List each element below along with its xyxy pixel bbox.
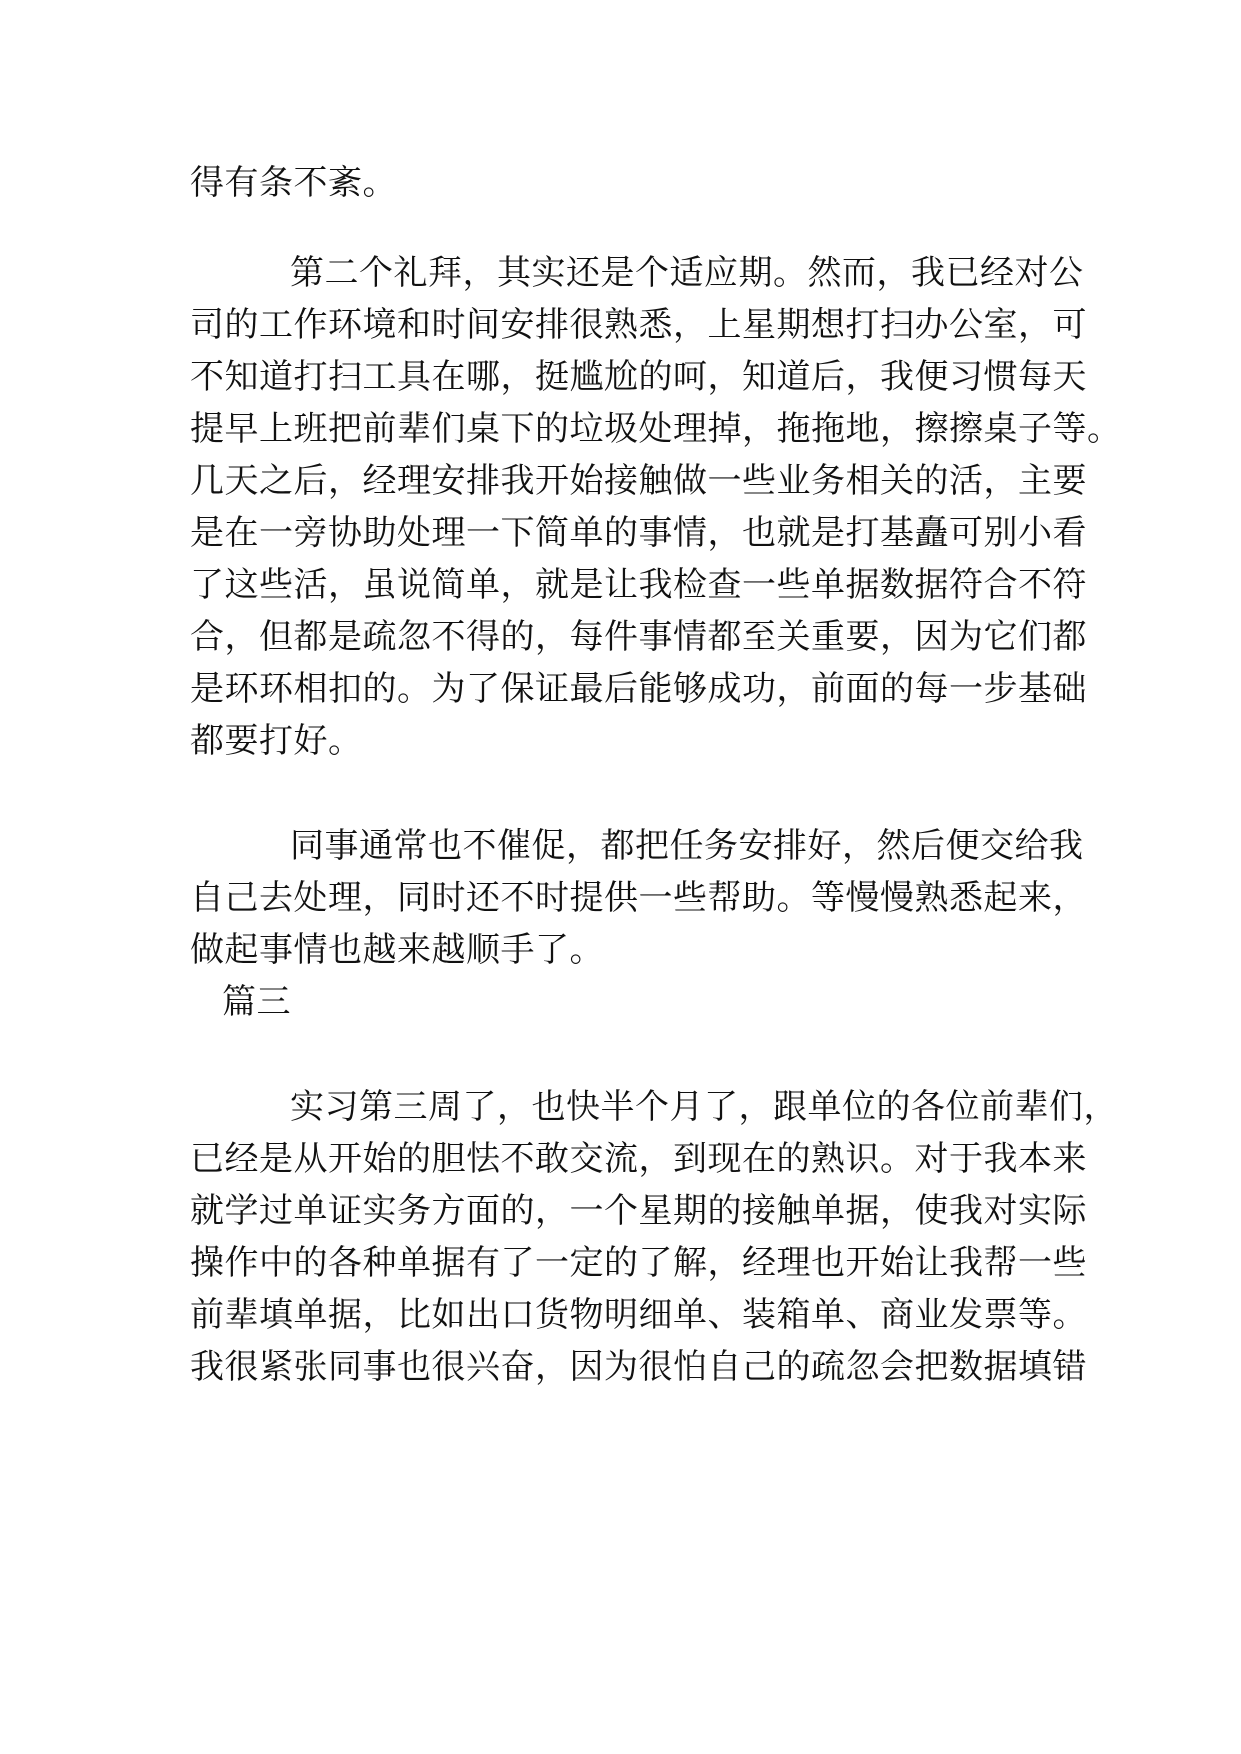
text-line: 了这些活，虽说简单，就是让我检查一些单据数据符合不符 <box>190 565 1087 605</box>
text-line: 不知道打扫工具在哪，挺尴尬的呵，知道后，我便习惯每天 <box>190 357 1087 397</box>
text-line: 就学过单证实务方面的，一个星期的接触单据，使我对实际 <box>190 1191 1087 1231</box>
text-line: 都要打好。 <box>190 721 363 761</box>
paragraph-first-line: 第二个礼拜，其实还是个适应期。然而，我已经对公 <box>290 253 1084 293</box>
text-line: 得有条不紊。 <box>190 163 397 203</box>
text-line: 司的工作环境和时间安排很熟悉，上星期想打扫办公室，可 <box>190 305 1087 345</box>
text-line: 是环环相扣的。为了保证最后能够成功，前面的每一步基础 <box>190 669 1087 709</box>
text-line: 操作中的各种单据有了一定的了解，经理也开始让我帮一些 <box>190 1243 1087 1283</box>
text-line: 自己去处理，同时还不时提供一些帮助。等慢慢熟悉起来， <box>190 878 1087 918</box>
text-line: 我很紧张同事也很兴奋，因为很怕自己的疏忽会把数据填错 <box>190 1347 1087 1387</box>
text-line: 前辈填单据，比如出口货物明细单、装箱单、商业发票等。 <box>190 1295 1087 1335</box>
text-line: 合，但都是疏忽不得的，每件事情都至关重要，因为它们都 <box>190 617 1087 657</box>
text-line: 几天之后，经理安排我开始接触做一些业务相关的活，主要 <box>190 461 1087 501</box>
section-heading: 篇三 <box>222 982 291 1022</box>
text-line: 已经是从开始的胆怯不敢交流，到现在的熟识。对于我本来 <box>190 1139 1087 1179</box>
text-line: 提早上班把前辈们桌下的垃圾处理掉，拖拖地，擦擦桌子等。 <box>190 409 1122 449</box>
paragraph-first-line: 实习第三周了，也快半个月了，跟单位的各位前辈们， <box>290 1087 1118 1127</box>
text-line: 做起事情也越来越顺手了。 <box>190 930 604 970</box>
paragraph-first-line: 同事通常也不催促，都把任务安排好，然后便交给我 <box>290 826 1084 866</box>
text-line: 是在一旁协助处理一下简单的事情，也就是打基矗可别小看 <box>190 513 1087 553</box>
